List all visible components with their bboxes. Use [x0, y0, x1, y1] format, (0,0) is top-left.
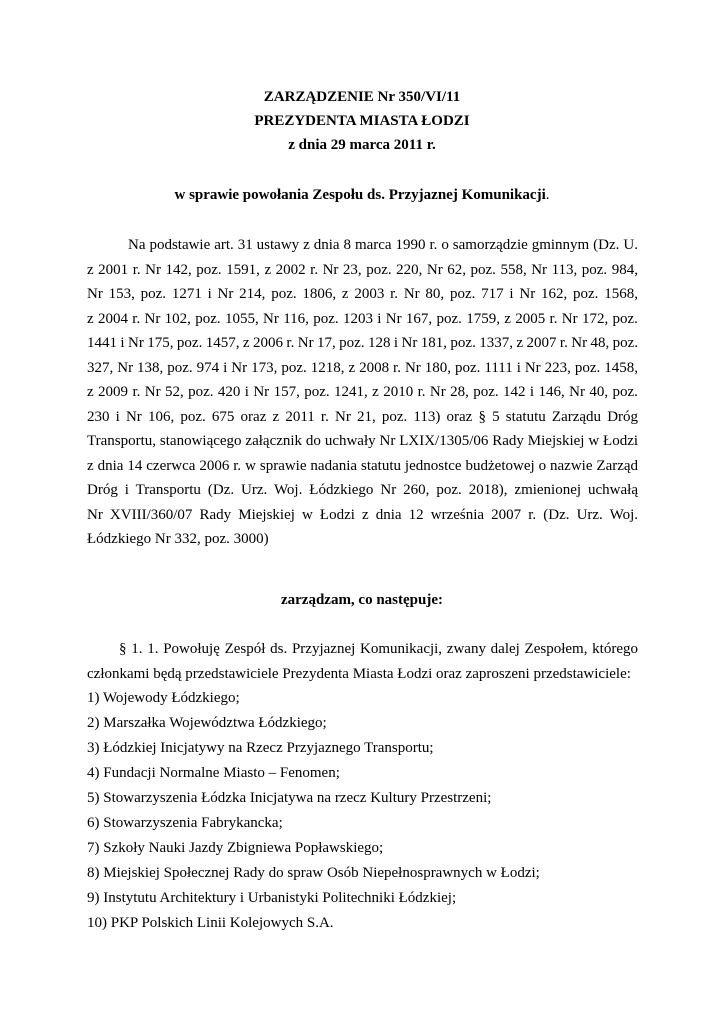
preamble-line: [87, 310, 638, 328]
preamble-line: [87, 457, 638, 475]
member-item-text: 9) Instytutu Architektury i Urbanistyki Politechniki Łódzkiej;: [87, 890, 457, 906]
preamble-line: [87, 334, 638, 352]
member-item-text: 4) Fundacji Normalne Miasto – Fenomen;: [87, 765, 340, 781]
member-item-text: 6) Stowarzyszenia Fabrykancka;: [87, 815, 283, 831]
preamble-line-text: Na podstawie art. 31 ustawy z dnia 8 marca 1990 r. o samorządzie gminnym (Dz. U.: [128, 237, 638, 253]
document-title: ZARZĄDZENIE Nr 350/VI/11: [263, 89, 461, 105]
member-item: [87, 839, 638, 857]
preamble-line-text: z 2009 r. Nr 52, poz. 420 i Nr 157, poz. 1241, z 2010 r. Nr 28, poz. 142 i 146, Nr 40, poz.: [87, 384, 638, 400]
preamble-line: [87, 383, 638, 401]
subject-period: .: [545, 187, 550, 203]
member-item: [87, 814, 638, 832]
subject-text: w sprawie powołania Zespołu ds. Przyjaznej Komunikacji: [174, 187, 546, 203]
member-item: [87, 889, 638, 907]
member-item-text: 3) Łódzkiej Inicjatywy na Rzecz Przyjaznego Transportu;: [87, 740, 434, 756]
preamble-line-text: z dnia 14 czerwca 2006 r. w sprawie nadania statutu jednostce budżetowej o nazwie Zarząd: [87, 457, 639, 474]
member-item-text: 7) Szkoły Nauki Jazdy Zbigniewa Popławskiego;: [87, 840, 384, 856]
preamble-line: [87, 432, 638, 450]
member-item-text: 5) Stowarzyszenia Łódzka Inicjatywa na rzecz Kultury Przestrzeni;: [87, 790, 492, 806]
preamble-line-text: 1441 i Nr 175, poz. 1457, z 2006 r. Nr 17, poz. 128 i Nr 181, poz. 1337, z 2007 r. Nr 48, poz.: [87, 335, 639, 351]
member-item: [87, 689, 638, 707]
member-item: [87, 739, 638, 757]
member-item: [87, 789, 638, 807]
document-subject: [0, 186, 724, 204]
document-issuer: PREZYDENTA MIASTA ŁODZI: [254, 113, 470, 129]
preamble-line-text: Nr XVIII/360/07 Rady Miejskiej w Łodzi z dnia 12 września 2007 r. (Dz. Urz. Woj.: [87, 506, 638, 523]
preamble-line: [87, 359, 638, 377]
section-line: [87, 665, 638, 683]
member-item: [87, 764, 638, 782]
member-item-text: 1) Wojewody Łódzkiego;: [87, 690, 240, 706]
preamble-line: [87, 506, 638, 524]
preamble-line: [128, 236, 638, 254]
preamble-line-text: 230 i Nr 106, poz. 675 oraz z 2011 r. Nr 21, poz. 113) oraz § 5 statutu Zarządu Dróg: [87, 408, 639, 425]
preamble-line: [87, 285, 638, 303]
member-item: [87, 864, 638, 882]
member-item: [87, 714, 638, 732]
member-item-text: 8) Miejskiej Społecznej Rady do spraw Osób Niepełnosprawnych w Łodzi;: [87, 865, 540, 881]
preamble-line: [87, 530, 638, 548]
section-line-text: członkami będą przedstawiciele Prezydenta Miasta Łodzi oraz zaproszeni przedstawiciele:: [87, 666, 631, 682]
member-item: [87, 914, 638, 932]
preamble-line-text: z 2001 r. Nr 142, poz. 1591, z 2002 r. Nr 23, poz. 220, Nr 62, poz. 558, Nr 113, poz. 984,: [87, 261, 638, 278]
section-line: [119, 640, 638, 658]
member-item-text: 10) PKP Polskich Linii Kolejowych S.A.: [87, 915, 334, 931]
preamble-line-text: Łódzkiego Nr 332, poz. 3000): [87, 531, 269, 547]
preamble-line: [87, 408, 638, 426]
preamble-line-text: Nr 153, poz. 1271 i Nr 214, poz. 1806, z 2003 r. Nr 80, poz. 717 i Nr 162, poz. 1568,: [87, 286, 638, 302]
preamble-line-text: Transportu, stanowiącego załącznik do uchwały Nr LXIX/1305/06 Rady Miejskiej w Łodzi: [87, 433, 639, 449]
preamble-line-text: z 2004 r. Nr 102, poz. 1055, Nr 116, poz. 1203 i Nr 167, poz. 1759, z 2005 r. Nr 172, poz.: [87, 310, 638, 327]
section-line-text: § 1. 1. Powołuję Zespół ds. Przyjaznej Komunikacji, zwany dalej Zespołem, którego: [119, 641, 639, 657]
member-item-text: 2) Marszałka Województwa Łódzkiego;: [87, 715, 327, 731]
preamble-line: [87, 481, 638, 499]
preamble-line: [87, 261, 638, 279]
preamble-line-text: Dróg i Transportu (Dz. Urz. Woj. Łódzkiego Nr 260, poz. 2018), zmienionej uchwałą: [87, 482, 638, 498]
document-date: z dnia 29 marca 2011 r.: [288, 137, 436, 153]
preamble-line-text: 327, Nr 138, poz. 974 i Nr 173, poz. 1218, z 2008 r. Nr 180, poz. 1111 i Nr 223, poz. 1458,: [87, 359, 639, 376]
decree-heading: zarządzam, co następuje:: [280, 592, 444, 608]
